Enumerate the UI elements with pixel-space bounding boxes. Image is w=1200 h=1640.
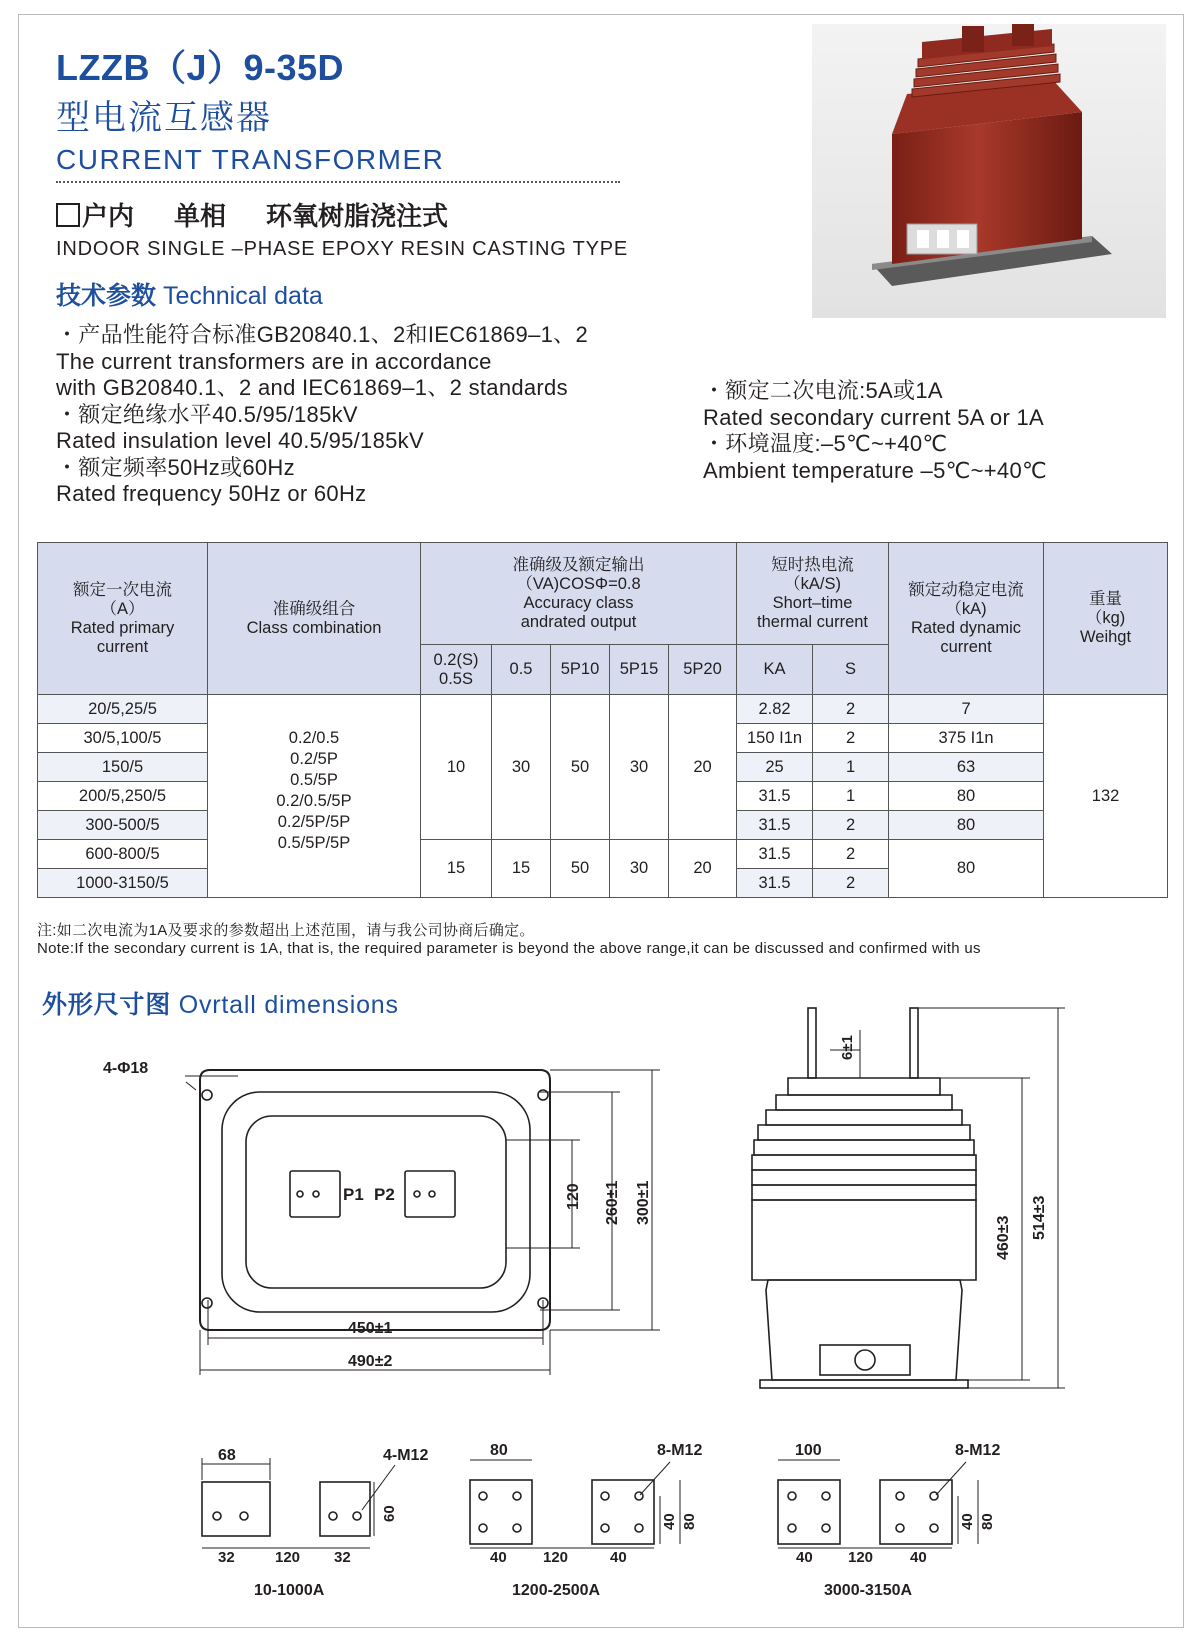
table-cell: 31.5 bbox=[737, 869, 813, 898]
t2-b: 40 bbox=[610, 1549, 627, 1566]
dim-260: 260±1 bbox=[604, 1180, 621, 1225]
note-en: Note:If the secondary current is 1A, that is, the required parameter is beyond the above range,it can be discussed and confirmed with us bbox=[37, 940, 981, 957]
spec-line: with GB20840.1、2 and IEC61869–1、2 standards bbox=[56, 375, 568, 400]
t1-bolts: 4-M12 bbox=[383, 1447, 429, 1464]
sub-header-5p20: 5P20 bbox=[669, 645, 737, 695]
table-cell: 150/5 bbox=[38, 753, 208, 782]
table-cell: 2 bbox=[813, 840, 889, 869]
table-cell: 375 I1n bbox=[889, 724, 1044, 753]
t3-gap: 120 bbox=[848, 1549, 874, 1566]
t3-range: 3000-3150A bbox=[824, 1582, 913, 1599]
dimensions-heading-cn: 外形尺寸图 bbox=[42, 991, 172, 1019]
col-weight-header: 重量 （kg) Weihgt bbox=[1044, 543, 1168, 695]
t3-b: 40 bbox=[910, 1549, 927, 1566]
col-class-header: 准确级组合 Class combination bbox=[208, 543, 421, 695]
table-cell: 10 bbox=[421, 695, 492, 840]
table-cell: 200/5,250/5 bbox=[38, 782, 208, 811]
spec-line: ・环境温度:–5℃~+40℃ bbox=[703, 431, 948, 456]
table-cell: 2 bbox=[813, 869, 889, 898]
t1-range: 10-1000A bbox=[254, 1582, 325, 1599]
terminal-group-3 bbox=[778, 1460, 978, 1548]
tech-heading-cn: 技术参数 bbox=[56, 282, 157, 310]
sub-header-5p15: 5P15 bbox=[610, 645, 669, 695]
table-cell: 30 bbox=[492, 695, 551, 840]
table-cell: 80 bbox=[889, 782, 1044, 811]
table-cell: 80 bbox=[889, 811, 1044, 840]
table-cell: 20/5,25/5 bbox=[38, 695, 208, 724]
spec-line: Rated secondary current 5A or 1A bbox=[703, 404, 1045, 430]
dim-450: 450±1 bbox=[348, 1320, 393, 1337]
col-accuracy-header: 准确级及额定输出 （VA)COSΦ=0.8 Accuracy class andrated output bbox=[421, 543, 737, 645]
subtitle-indoor: 户内 bbox=[82, 201, 135, 231]
table-cell: 15 bbox=[492, 840, 551, 898]
table-cell: 50 bbox=[551, 695, 610, 840]
col-dynamic-header: 额定动稳定电流 （kA) Rated dynamic current bbox=[889, 543, 1044, 695]
table-cell: 31.5 bbox=[737, 782, 813, 811]
title-cn: 型电流互感器 bbox=[56, 99, 272, 137]
t1-a: 32 bbox=[218, 1549, 235, 1566]
dim-490: 490±2 bbox=[348, 1353, 393, 1370]
sub-header-ka: KA bbox=[737, 645, 813, 695]
table-cell: 600-800/5 bbox=[38, 840, 208, 869]
t3-width: 100 bbox=[795, 1442, 822, 1459]
dim-6: 6±1 bbox=[839, 1035, 856, 1060]
spec-line: Rated insulation level 40.5/95/185kV bbox=[56, 428, 424, 453]
table-cell: 2 bbox=[813, 724, 889, 753]
table-cell: 80 bbox=[889, 840, 1044, 898]
spec-line: Rated frequency 50Hz or 60Hz bbox=[56, 481, 367, 506]
t2-width: 80 bbox=[490, 1442, 508, 1459]
t2-a: 40 bbox=[490, 1549, 507, 1566]
p2-label: P2 bbox=[374, 1185, 395, 1204]
dim-300: 300±1 bbox=[635, 1180, 652, 1225]
table-cell: 30 bbox=[610, 840, 669, 898]
table-cell: 31.5 bbox=[737, 840, 813, 869]
top-view-drawing bbox=[185, 1070, 550, 1330]
table-cell: 63 bbox=[889, 753, 1044, 782]
table-cell: 30 bbox=[610, 695, 669, 840]
spec-line: Ambient temperature –5℃~+40℃ bbox=[703, 457, 1047, 483]
table-cell: 2 bbox=[813, 695, 889, 724]
subtitle-single-phase: 单相 bbox=[174, 201, 227, 231]
holes-label: 4-Φ18 bbox=[103, 1060, 149, 1077]
dim-120: 120 bbox=[565, 1183, 582, 1210]
t2-gap: 120 bbox=[543, 1549, 569, 1566]
table-cell: 15 bbox=[421, 840, 492, 898]
sub-header-5p10: 5P10 bbox=[551, 645, 610, 695]
table-cell: 2 bbox=[813, 811, 889, 840]
t1-gap: 120 bbox=[275, 1549, 301, 1566]
terminal-group-2 bbox=[470, 1460, 680, 1548]
t2-h1: 40 bbox=[661, 1513, 678, 1530]
t1-h: 60 bbox=[381, 1505, 398, 1522]
table-cell: 50 bbox=[551, 840, 610, 898]
spec-line: ・额定二次电流:5A或1A bbox=[703, 378, 943, 403]
terminal-group-1 bbox=[202, 1458, 395, 1548]
table-cell: 150 I1n bbox=[737, 724, 813, 753]
weight-cell: 132 bbox=[1044, 695, 1168, 898]
spec-line: ・额定绝缘水平40.5/95/185kV bbox=[56, 401, 358, 427]
model-title: LZZB（J）9-35D bbox=[56, 47, 345, 88]
table-cell: 25 bbox=[737, 753, 813, 782]
table-cell: 30/5,100/5 bbox=[38, 724, 208, 753]
table-cell: 20 bbox=[669, 695, 737, 840]
table-cell: 31.5 bbox=[737, 811, 813, 840]
sub-header-05: 0.5 bbox=[492, 645, 551, 695]
table-cell: 20 bbox=[669, 840, 737, 898]
col-short-time-header: 短时热电流 （kA/S) Short–time thermal current bbox=[737, 543, 889, 645]
table-cell: 1000-3150/5 bbox=[38, 869, 208, 898]
t1-b: 32 bbox=[334, 1549, 351, 1566]
table-cell: 300-500/5 bbox=[38, 811, 208, 840]
t3-bolts: 8-M12 bbox=[955, 1442, 1001, 1459]
table-cell: 1 bbox=[813, 753, 889, 782]
col-primary-header: 额定一次电流 （A） Rated primary current bbox=[38, 543, 208, 695]
table-cell: 1 bbox=[813, 782, 889, 811]
sub-header-02s: 0.2(S) 0.5S bbox=[421, 645, 492, 695]
class-combination-cell: 0.2/0.5 0.2/5P 0.5/5P 0.2/0.5/5P 0.2/5P/5P 0.5/5P/5P bbox=[208, 695, 421, 898]
subtitle-epoxy: 环氧树脂浇注式 bbox=[266, 201, 449, 231]
tech-heading-en: Technical data bbox=[162, 282, 323, 310]
t2-range: 1200-2500A bbox=[512, 1582, 601, 1599]
dim-460: 460±3 bbox=[995, 1215, 1012, 1260]
spec-line: ・产品性能符合标准GB20840.1、2和IEC61869–1、2 bbox=[56, 322, 589, 347]
dim-514: 514±3 bbox=[1031, 1195, 1048, 1240]
spec-line: ・额定频率50Hz或60Hz bbox=[56, 454, 295, 480]
dimensions-heading-en: Ovrtall dimensions bbox=[178, 991, 399, 1019]
side-view-drawing bbox=[752, 1008, 976, 1388]
spec-line: The current transformers are in accordance bbox=[56, 348, 492, 374]
note-cn: 注:如二次电流为1A及要求的参数超出上述范围，请与我公司协商后确定。 bbox=[37, 922, 535, 939]
t2-h2: 80 bbox=[681, 1513, 698, 1530]
p1-label: P1 bbox=[343, 1185, 364, 1204]
title-en: CURRENT TRANSFORMER bbox=[56, 144, 445, 175]
t3-a: 40 bbox=[796, 1549, 813, 1566]
table-cell: 7 bbox=[889, 695, 1044, 724]
t3-h2: 80 bbox=[979, 1513, 996, 1530]
sub-header-s: S bbox=[813, 645, 889, 695]
subtitle-en: INDOOR SINGLE –PHASE EPOXY RESIN CASTING TYPE bbox=[56, 238, 629, 260]
t2-bolts: 8-M12 bbox=[657, 1442, 703, 1459]
t3-h1: 40 bbox=[959, 1513, 976, 1530]
table-cell: 2.82 bbox=[737, 695, 813, 724]
t1-width: 68 bbox=[218, 1447, 236, 1464]
